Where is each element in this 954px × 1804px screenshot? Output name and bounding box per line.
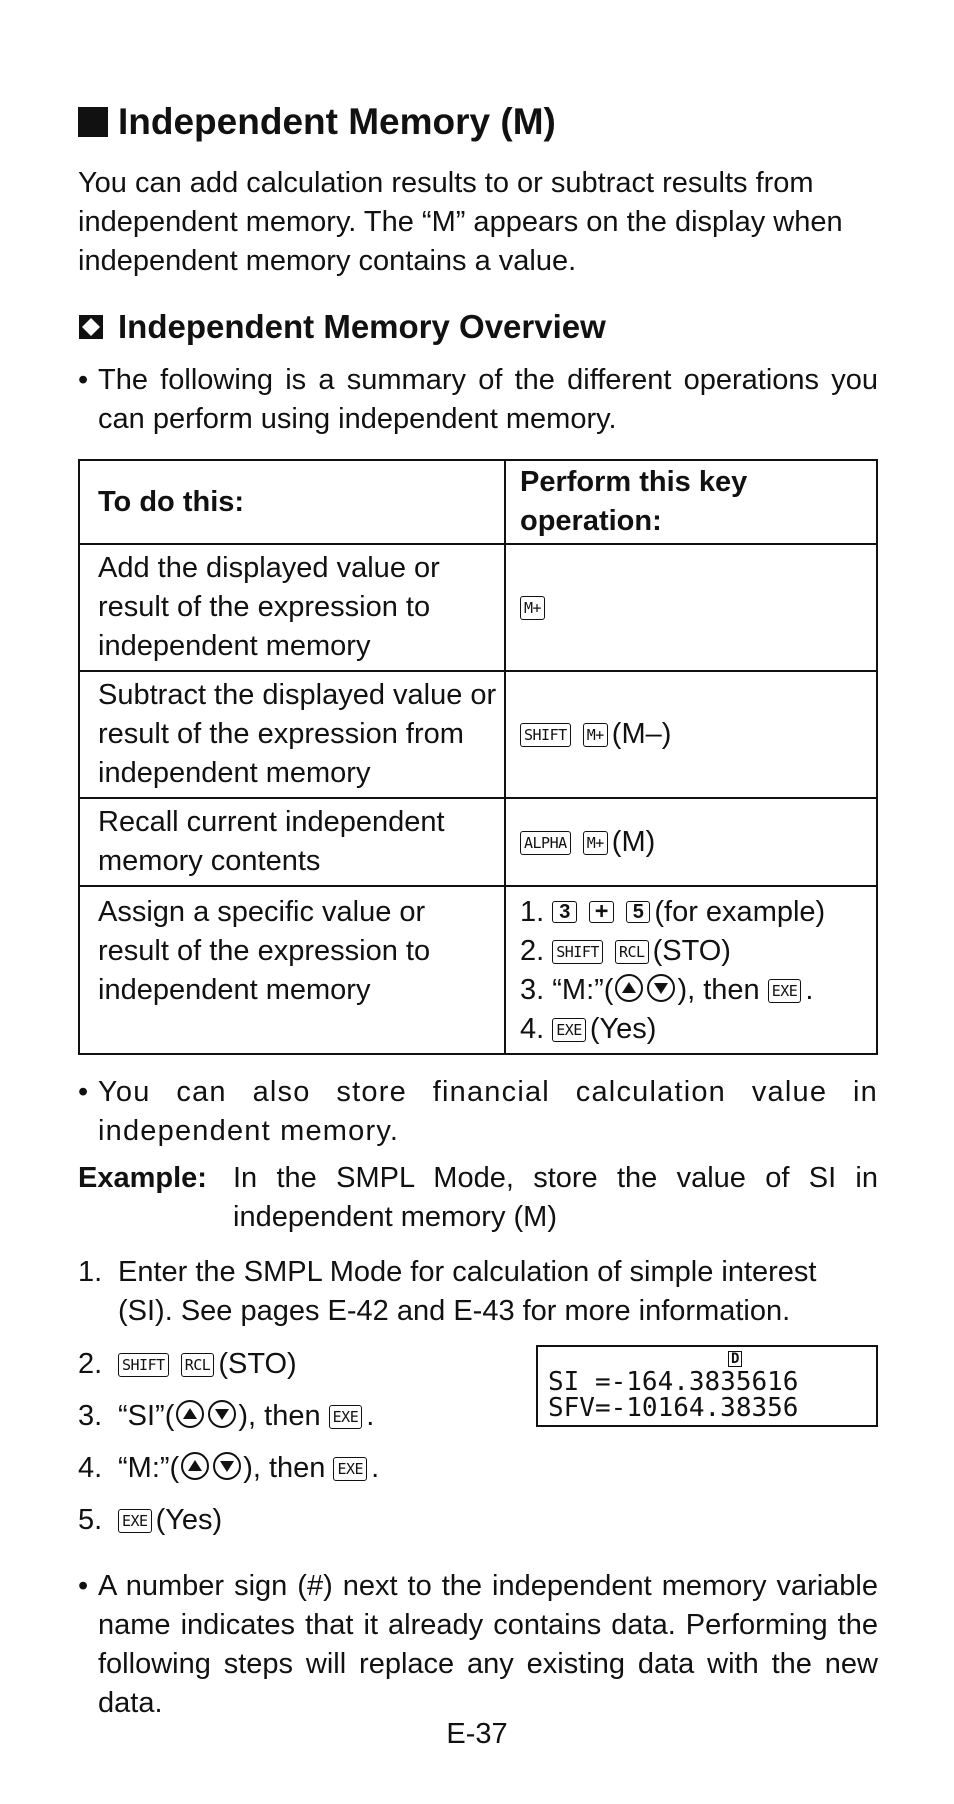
step-4: 4. “M:”( ), then EXE .	[78, 1452, 380, 1484]
example-block: Example: In the SMPL Mode, store the value of SI in independent memory (M)	[78, 1162, 878, 1233]
subsection-heading: Independent Memory Overview	[78, 305, 878, 349]
table-row	[79, 886, 877, 1054]
table-cell-action: Add the displayed value or result of the expression to independent memory	[79, 544, 505, 671]
down-arrow-key-icon	[208, 1400, 236, 1428]
black-square-icon	[78, 107, 108, 137]
up-arrow-key-icon	[615, 974, 643, 1002]
m-plus-key-icon: M+	[583, 723, 608, 747]
alpha-key-icon: ALPHA	[520, 831, 571, 855]
exe-key-icon: EXE	[333, 1457, 367, 1481]
step-2: 2. SHIFT RCL (STO)	[78, 1348, 297, 1380]
step-5: 5. EXE (Yes)	[78, 1504, 223, 1536]
table-row	[79, 671, 877, 798]
intro-paragraph: You can add calculation results to or subtract results from independent memory. The “M” appears on the display when independent memory contains a value.	[78, 167, 843, 277]
page-number: E-37	[446, 1718, 508, 1750]
display-line-2: SFV=-10164.38356	[548, 1393, 799, 1423]
table-row	[79, 544, 877, 671]
up-arrow-key-icon	[176, 1400, 204, 1428]
table-header-action: To do this:	[79, 460, 505, 544]
calculator-display	[536, 1345, 878, 1427]
table-cell-action: Subtract the displayed value or result of the expression from independent memory	[79, 671, 505, 798]
rcl-key-icon: RCL	[615, 940, 649, 964]
operations-table	[78, 459, 878, 1055]
table-cell-action: Assign a specific value or result of the expression to independent memory	[79, 886, 505, 1054]
diamond-box-icon	[78, 314, 104, 340]
manual-page	[78, 98, 878, 1723]
assign-step-2: 2. SHIFT RCL (STO)	[520, 935, 731, 967]
table-cell-action: Recall current independent memory contents	[79, 798, 505, 886]
shift-key-icon: SHIFT	[552, 940, 603, 964]
shift-key-icon: SHIFT	[520, 723, 571, 747]
section-heading: Independent Memory (M)	[78, 98, 878, 146]
table-cell-operation: ALPHA M+ (M)	[505, 798, 877, 886]
step-1: 1. Enter the SMPL Mode for calculation of simple interest (SI). See pages E-42 and E-43 for more information.	[78, 1256, 817, 1327]
exe-key-icon: EXE	[552, 1018, 586, 1042]
m-plus-key-icon: M+	[583, 831, 608, 855]
assign-step-1: 1. 3 + 5 (for example)	[520, 896, 826, 928]
m-plus-key-icon: M+	[520, 596, 545, 620]
table-cell-operation	[505, 544, 877, 671]
down-arrow-key-icon	[213, 1452, 241, 1480]
table-row	[79, 798, 877, 886]
rcl-key-icon: RCL	[181, 1353, 215, 1377]
exe-key-icon: EXE	[118, 1509, 152, 1533]
assign-step-3: 3. “M:”( ), then EXE .	[520, 974, 814, 1006]
five-key-icon: 5	[626, 901, 651, 923]
plus-key-icon: +	[589, 901, 614, 923]
degree-indicator: D	[728, 1351, 742, 1367]
bullet-summary: • The following is a summary of the different operations you can perform using independent memory.	[78, 364, 878, 435]
table-cell-operation	[505, 886, 877, 1054]
table-header-operation: Perform this key operation:	[505, 460, 877, 544]
exe-key-icon: EXE	[329, 1405, 363, 1429]
table-header-row	[79, 460, 877, 544]
steps-with-display	[78, 1345, 878, 1553]
shift-key-icon: SHIFT	[118, 1353, 169, 1377]
assign-step-4: 4. EXE (Yes)	[520, 1013, 657, 1045]
down-arrow-key-icon	[647, 974, 675, 1002]
three-key-icon: 3	[552, 901, 577, 923]
exe-key-icon: EXE	[768, 979, 802, 1003]
step-3: 3. “SI”( ), then EXE .	[78, 1400, 375, 1432]
bullet-financial: • You can also store financial calculation value in independent memory.	[78, 1076, 878, 1147]
bullet-number-sign: • A number sign (#) next to the independent memory variable name indicates that it already contains data. Performing the following steps will replace any existing data with the new data.	[78, 1570, 878, 1719]
up-arrow-key-icon	[181, 1452, 209, 1480]
table-cell-operation: SHIFT M+ (M–)	[505, 671, 877, 798]
display-line-1: SI =-164.3835616	[548, 1367, 799, 1397]
